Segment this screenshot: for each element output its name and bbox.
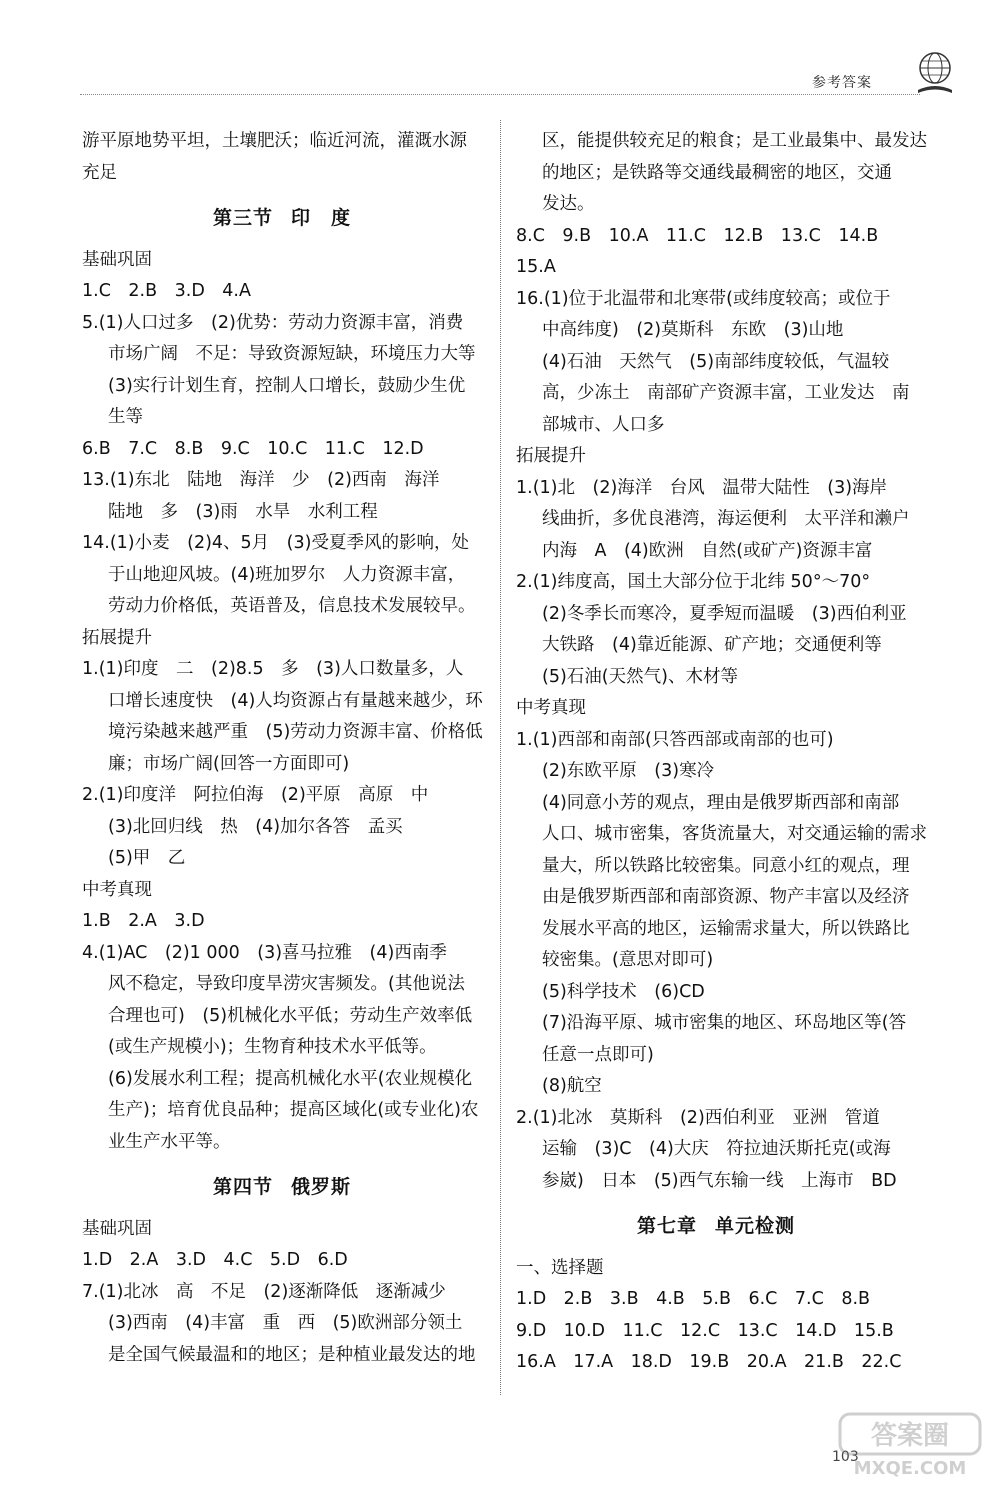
text-line: 8.C 9.B 10.A 11.C 12.B 13.C 14.B bbox=[516, 225, 879, 246]
text-line: (2)冬季长而寒冷，夏季短而温暖 (3)西伯利亚 bbox=[542, 603, 907, 624]
text-line: 2.(1)印度洋 阿拉伯海 (2)平原 高原 中 bbox=[82, 785, 429, 805]
text-line: 16.A 17.A 18.D 19.B 20.A 21.B 22.C bbox=[516, 1352, 902, 1372]
text-line: 线曲折，多优良港湾，海运便利 太平洋和濑户 bbox=[542, 509, 910, 529]
text-line: 发达。 bbox=[542, 194, 595, 214]
section-title: 第三节 印 度 bbox=[212, 207, 352, 229]
text-line: 廉；市场广阔(回答一方面即可) bbox=[108, 753, 350, 774]
text-line: 高，少冻土 南部矿产资源丰富，工业发达 南 bbox=[542, 383, 910, 403]
text-line: 于山地迎风坡。(4)班加罗尔 人力资源丰富， bbox=[108, 564, 466, 585]
text-line: 1.(1)印度 二 (2)8.5 多 (3)人口数量多，人 bbox=[82, 659, 464, 679]
text-line: 16.(1)位于北温带和北寒带(或纬度较高；或位于 bbox=[516, 288, 891, 309]
text-line: (3)实行计划生育，控制人口增长，鼓励少生优 bbox=[108, 375, 466, 396]
text-line: 参崴) 日本 (5)西气东输一线 上海市 BD bbox=[542, 1170, 897, 1191]
watermark-logo bbox=[820, 1410, 990, 1480]
text-line: 业生产水平等。 bbox=[108, 1131, 231, 1152]
text-line: 任意一点即可) bbox=[542, 1044, 654, 1065]
text-line: 14.(1)小麦 (2)4、5月 (3)受夏季风的影响，处 bbox=[82, 533, 469, 553]
subheading: 中考真现 bbox=[82, 879, 152, 900]
text-line: 2.(1)纬度高，国土大部分位于北纬 50°～70° bbox=[516, 572, 871, 592]
text-line: 2.(1)北冰 莫斯科 (2)西伯利亚 亚洲 管道 bbox=[516, 1107, 880, 1128]
text-line: 运输 (3)C (4)大庆 符拉迪沃斯托克(或海 bbox=[542, 1139, 891, 1159]
text-line: 1.D 2.B 3.B 4.B 5.B 6.C 7.C 8.B bbox=[516, 1289, 871, 1309]
text-line: 内海 A (4)欧洲 自然(或矿产)资源丰富 bbox=[542, 540, 873, 561]
text-line: 9.D 10.D 11.C 12.C 13.C 14.D 15.B bbox=[516, 1320, 894, 1341]
text-line: (5)甲 乙 bbox=[108, 848, 186, 868]
subheading: 基础巩固 bbox=[82, 1218, 152, 1239]
text-line: 合理也可) (5)机械化水平低；劳动生产效率低 bbox=[108, 1005, 473, 1026]
text-line: 中高纬度) (2)莫斯科 东欧 (3)山地 bbox=[542, 320, 844, 340]
text-line: 市场广阔 不足：导致资源短缺，环境压力大等 bbox=[108, 344, 476, 364]
text-line: (5)科学技术 (6)CD bbox=[542, 981, 705, 1002]
text-line: 大铁路 (4)靠近能源、矿产地；交通便利等 bbox=[542, 635, 882, 655]
subheading: 拓展提升 bbox=[82, 627, 152, 648]
text-line: (4)石油 天然气 (5)南部纬度较低，气温较 bbox=[542, 351, 890, 372]
text-line: 部城市、人口多 bbox=[542, 414, 665, 435]
text-line: (6)发展水利工程；提高机械化水平(农业规模化 bbox=[108, 1068, 473, 1089]
text-line: 1.(1)西部和南部(只答西部或南部的也可) bbox=[516, 729, 834, 750]
chapter-title: 第七章 单元检测 bbox=[636, 1215, 796, 1237]
text-line: 1.(1)北 (2)海洋 台风 温带大陆性 (3)海岸 bbox=[516, 477, 888, 498]
text-line: 口增长速度快 (4)人均资源占有量越来越少，环 bbox=[108, 690, 483, 711]
text-line: 由是俄罗斯西部和南部资源、物产丰富以及经济 bbox=[542, 887, 910, 907]
text-line: 境污染越来越严重 (5)劳动力资源丰富、价格低 bbox=[108, 722, 483, 742]
svg-text:MXQE.COM: MXQE.COM bbox=[853, 1458, 967, 1479]
text-line: (3)西南 (4)丰富 重 西 (5)欧洲部分领土 bbox=[108, 1313, 463, 1333]
section-title: 第四节 俄罗斯 bbox=[212, 1176, 352, 1198]
text-line: 充足 bbox=[82, 162, 117, 183]
text-line: 生产)；培育优良品种；提高区域化(或专业化)农 bbox=[108, 1100, 479, 1120]
subheading: 一、选择题 bbox=[516, 1257, 604, 1278]
text-line: (或生产规模小)；生物育种技术水平低等。 bbox=[108, 1037, 437, 1057]
text-line: 区，能提供较充足的粮食；是工业最集中、最发达 bbox=[542, 131, 927, 151]
text-line: 较密集。(意思对即可) bbox=[542, 950, 714, 970]
subheading: 拓展提升 bbox=[516, 446, 586, 466]
text-line: 量大，所以铁路比较密集。同意小红的观点，理 bbox=[542, 855, 910, 876]
text-line: 4.(1)AC (2)1 000 (3)喜马拉雅 (4)西南季 bbox=[82, 942, 447, 963]
text-line: 游平原地势平坦，土壤肥沃；临近河流，灌溉水源 bbox=[82, 131, 467, 151]
text-line: 7.(1)北冰 高 不足 (2)逐渐降低 逐渐减少 bbox=[82, 1281, 446, 1302]
left-column bbox=[82, 126, 482, 1371]
text-line: 生等 bbox=[108, 407, 143, 427]
text-line: (3)北回归线 热 (4)加尔各答 孟买 bbox=[108, 816, 403, 837]
column-divider bbox=[500, 120, 501, 1395]
text-line: 陆地 多 (3)雨 水旱 水利工程 bbox=[108, 501, 378, 522]
text-line: 是全国气候最温和的地区；是种植业最发达的地 bbox=[108, 1344, 476, 1365]
text-line: 13.(1)东北 陆地 海洋 少 (2)西南 海洋 bbox=[82, 470, 440, 490]
text-line: 15.A bbox=[516, 257, 556, 277]
text-line: 劳动力价格低，英语普及，信息技术发展较早。 bbox=[108, 596, 476, 616]
text-line: (8)航空 bbox=[542, 1076, 602, 1096]
globe-icon bbox=[914, 48, 956, 98]
svg-text:答案圈: 答案圈 bbox=[870, 1421, 950, 1451]
text-line: (4)同意小芳的观点，理由是俄罗斯西部和南部 bbox=[542, 792, 900, 813]
text-line: 的地区；是铁路等交通线最稠密的地区，交通 bbox=[542, 162, 892, 183]
right-column bbox=[516, 126, 927, 1379]
subheading: 中考真现 bbox=[516, 698, 586, 718]
header-rule bbox=[80, 94, 920, 95]
text-line: (5)石油(天然气)、木材等 bbox=[542, 666, 738, 687]
text-line: 发展水平高的地区，运输需求量大，所以铁路比 bbox=[542, 918, 910, 939]
text-line: 1.C 2.B 3.D 4.A bbox=[82, 281, 251, 301]
text-line: 1.D 2.A 3.D 4.C 5.D 6.D bbox=[82, 1250, 348, 1270]
text-line: (7)沿海平原、城市密集的地区、环岛地区等(答 bbox=[542, 1013, 907, 1033]
subheading: 基础巩固 bbox=[82, 249, 152, 270]
header-title: 参考答案 bbox=[812, 75, 872, 91]
text-line: (2)东欧平原 (3)寒冷 bbox=[542, 761, 715, 781]
text-line: 风不稳定，导致印度旱涝灾害频发。(其他说法 bbox=[108, 974, 465, 994]
text-line: 5.(1)人口过多 (2)优势：劳动力资源丰富，消费 bbox=[82, 312, 464, 333]
text-line: 6.B 7.C 8.B 9.C 10.C 11.C 12.D bbox=[82, 438, 424, 459]
page-number: 103 bbox=[832, 1449, 859, 1465]
text-line: 1.B 2.A 3.D bbox=[82, 911, 205, 931]
text-line: 人口、城市密集，客货流量大，对交通运输的需求 bbox=[542, 824, 927, 844]
